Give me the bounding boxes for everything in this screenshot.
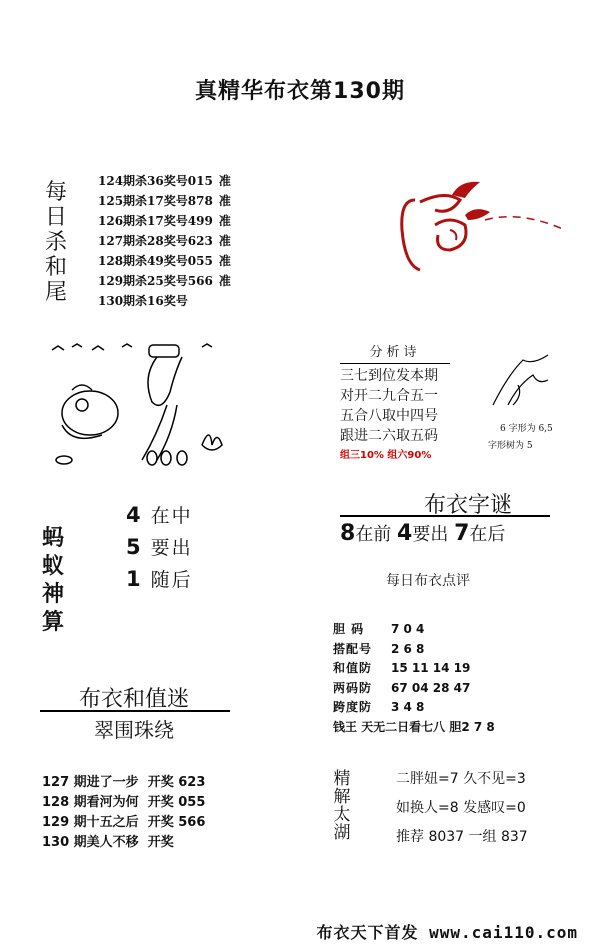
ant-line: [126, 500, 193, 532]
poem-line: 五合八取中四号: [340, 408, 438, 424]
history-result: 开奖 623: [147, 775, 206, 790]
riddle-number: 8: [340, 521, 356, 546]
poem-line: 跟进二六取五码: [340, 428, 438, 444]
kill-status: 准: [218, 214, 231, 228]
jingjie-label: [331, 770, 353, 842]
list-item: [42, 793, 205, 813]
riddle-text: [340, 520, 505, 546]
list-item: [98, 171, 249, 191]
label-char: 蚂: [42, 525, 65, 551]
analysis-poem: [340, 343, 450, 466]
ant-line: [126, 532, 193, 564]
divider: [340, 515, 550, 517]
kill-text: 130期杀16奖号: [98, 294, 188, 308]
list-item: [98, 231, 249, 251]
history-issue: 129 期十五之后: [42, 815, 139, 830]
kill-text: 128期杀49奖号055: [98, 254, 213, 268]
list-item: [333, 640, 495, 660]
review-value: 15 11 14 19: [391, 661, 471, 675]
label-char: 每: [44, 180, 67, 205]
label-char: 精: [333, 769, 351, 789]
riddle-number: 4: [397, 521, 413, 546]
review-value: 67 04 28 47: [391, 680, 471, 695]
list-item: [98, 211, 249, 231]
label-char: 和: [44, 255, 67, 280]
history-issue: 127 期进了一步: [42, 775, 139, 790]
ant-prediction: [126, 500, 193, 596]
label-char: 杀: [44, 230, 67, 255]
label-char: 神: [42, 581, 65, 607]
daily-kill-label: [43, 180, 69, 305]
label-char: 解: [333, 787, 351, 807]
sum-riddle-title: 布衣和值迷: [78, 687, 189, 712]
red-brush-illustration: [390, 170, 570, 280]
history-issue: 128 期看河为何: [42, 795, 139, 810]
list-item: [333, 659, 495, 679]
poem-line: 对开二九合五一: [340, 388, 438, 404]
cartoon-illustration: [42, 335, 232, 470]
jingjie-line: 二胖妞=7 久不见=3: [396, 771, 526, 787]
kill-text: 127期杀28奖号623: [98, 234, 213, 248]
label-char: 太: [333, 805, 351, 825]
label-char: 尾: [44, 280, 67, 305]
riddle-word: 要出: [412, 524, 449, 545]
footer-text: 布衣天下首发 www.cai110.com: [316, 923, 578, 942]
label-char: 蚁: [42, 553, 65, 579]
poem-line: 三七到位发本期: [340, 368, 438, 384]
list-item: [98, 291, 249, 311]
riddle-word: 在后: [469, 524, 506, 545]
history-issue: 130 期美人不移: [42, 835, 139, 850]
list-item: [98, 251, 249, 271]
list-item: [333, 698, 495, 718]
figure-note: 字形树为 5: [488, 441, 533, 451]
figure-note: 6 字形为 6,5: [500, 424, 553, 434]
list-item: [42, 833, 205, 853]
kill-text: 129期杀25奖号566: [98, 274, 213, 288]
review-label: 两码防: [333, 680, 373, 695]
kill-status: 准: [218, 194, 231, 208]
kill-text: 125期杀17奖号878: [98, 194, 213, 208]
history-result: 开奖 566: [147, 815, 206, 830]
ant-number: 5: [126, 535, 143, 559]
review-last-line: 钱王 天无二日看七八 胆2 7 8: [333, 719, 495, 734]
ant-line: [126, 564, 193, 596]
review-title: 每日布衣点评: [386, 573, 470, 589]
ant-number: 1: [126, 567, 143, 591]
kill-status: 准: [218, 234, 231, 248]
jingjie-lines: [396, 765, 528, 852]
review-value: 2 6 8: [391, 641, 425, 656]
history-list: [42, 773, 205, 853]
jingjie-line: 推荐 8037 一组 837: [396, 829, 528, 845]
ant-text: 要出: [150, 537, 193, 559]
review-label: 搭配号: [333, 641, 373, 656]
review-label: 胆 码: [333, 622, 365, 636]
sketch-illustration: [488, 345, 558, 417]
ant-text: 在中: [150, 505, 193, 527]
list-item: [333, 620, 495, 640]
label-char: 日: [44, 205, 67, 230]
kill-text: 124期杀36奖号015: [98, 174, 213, 188]
riddle-title: 布衣字谜: [423, 493, 512, 518]
review-label: 和值防: [333, 661, 373, 675]
ant-number: 4: [126, 503, 143, 527]
list-item: [98, 191, 249, 211]
history-result: 开奖 055: [147, 795, 206, 810]
riddle-number: 7: [454, 521, 470, 546]
list-item: [333, 679, 495, 699]
divider: [40, 710, 230, 712]
kill-text: 126期杀17奖号499: [98, 214, 213, 228]
ant-text: 随后: [150, 569, 193, 591]
poem-percent: 组三10% 组六90%: [340, 450, 432, 461]
review-label: 跨度防: [333, 700, 373, 714]
label-char: 湖: [333, 823, 351, 843]
riddle-word: 在前: [355, 524, 392, 545]
kill-status: 准: [218, 274, 231, 288]
kill-status: 准: [218, 174, 231, 188]
kill-status: 准: [218, 254, 231, 268]
list-item: [42, 773, 205, 793]
jingjie-line: 如换人=8 发感叹=0: [396, 800, 526, 816]
daily-kill-list: [98, 171, 249, 311]
ant-label: [42, 524, 64, 636]
review-value: 7 0 4: [391, 622, 425, 636]
history-result: 开奖: [147, 835, 174, 850]
page-title: 真精华布衣第130期: [195, 79, 405, 104]
review-list: [333, 620, 495, 737]
review-value: 3 4 8: [391, 700, 425, 714]
sum-riddle-subtitle: 翠围珠绕: [94, 718, 174, 742]
list-item: [98, 271, 249, 291]
poem-title: 分析诗: [340, 343, 450, 364]
list-item: [42, 813, 205, 833]
label-char: 算: [42, 609, 65, 635]
